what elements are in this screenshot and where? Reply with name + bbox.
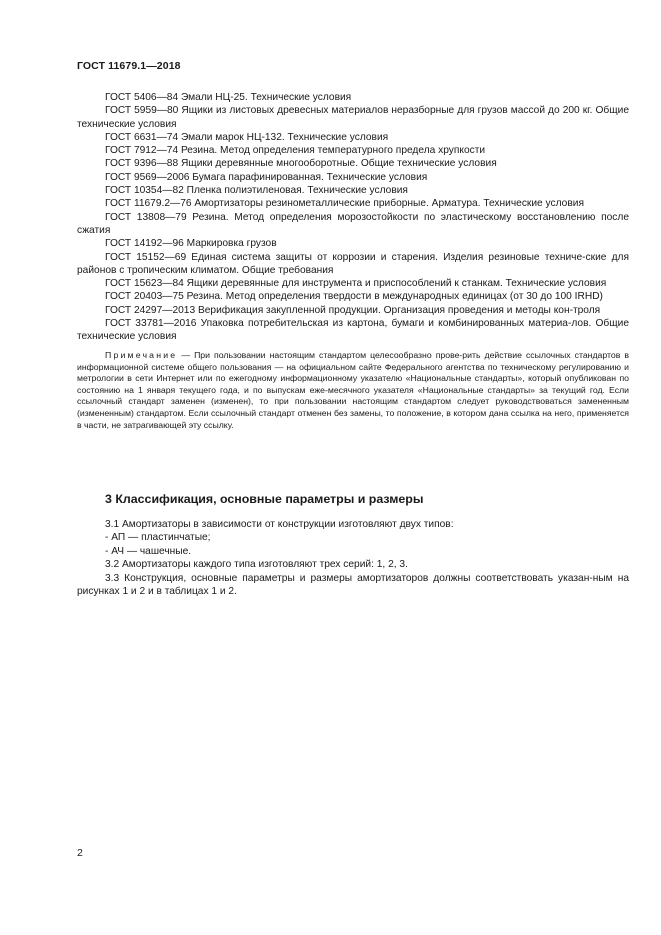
reference-item: ГОСТ 9569—2006 Бумага парафинированная. Технические условия bbox=[105, 171, 428, 183]
standard-header: ГОСТ 11679.1—2018 bbox=[77, 60, 181, 72]
reference-item: ГОСТ 13808—79 Резина. Метод определения морозостойкости по эластическому восстановлению после сжатия bbox=[77, 211, 629, 236]
reference-item: ГОСТ 9396—88 Ящики деревянные многооборотные. Общие технические условия bbox=[105, 158, 497, 170]
reference-item: ГОСТ 20403—75 Резина. Метод определения твердости в международных единицах (от 30 до 100 IRHD) bbox=[105, 291, 603, 303]
reference-item: ГОСТ 7912—74 Резина. Метод определения температурного предела хрупкости bbox=[105, 145, 486, 157]
page-number: 2 bbox=[77, 847, 83, 859]
references-list bbox=[77, 91, 629, 344]
reference-item: ГОСТ 5959—80 Ящики из листовых древесных материалов неразборные для грузов массой до 200 кг. Общие технические условия bbox=[77, 105, 629, 130]
section-body bbox=[77, 518, 629, 598]
reference-item: ГОСТ 11679.2—76 Амортизаторы резинометаллические приборные. Арматура. Технические условия bbox=[105, 198, 584, 210]
note-text: — При пользовании настоящим стандартом целесообразно прове-рить действие ссылочных стандартов в информационной системе общего пользования — на официальном сайте Федерального агентства по техническому регулированию и метрологии в сети Интернет или по ежегодному информационному указателю «Национальные стандарты», который опубликован по состоянию на 1 января текущего года, и по выпускам еже-месячного указателя «Национальные стандарты» за текущий год. Если ссылочный стандарт заменен (изменен), то при пользовании настоящим стандартом следует руководствоваться замененным (измененным) стандартом. Если ссылочный стандарт отменен без замены, то положение, в котором дана ссылка на него, применяется в части, не затрагивающей эту ссылку. bbox=[77, 350, 630, 430]
section-paragraph: - АЧ — чашечные. bbox=[105, 545, 192, 557]
reference-item: ГОСТ 5406—84 Эмали НЦ-25. Технические условия bbox=[105, 92, 352, 103]
section-paragraph: 3.2 Амортизаторы каждого типа изготовляют трех серий: 1, 2, 3. bbox=[105, 559, 408, 571]
reference-item: ГОСТ 6631—74 Эмали марок НЦ-132. Технические условия bbox=[105, 131, 389, 143]
note-paragraph bbox=[77, 350, 629, 431]
reference-item: ГОСТ 24297—2013 Верификация закупленной продукции. Организация проведения и методы кон-троля bbox=[105, 304, 601, 316]
note-label: Примечание bbox=[105, 350, 178, 360]
section-paragraph: - АП — пластинчатые; bbox=[105, 532, 211, 544]
reference-item: ГОСТ 10354—82 Пленка полиэтиленовая. Технические условия bbox=[105, 185, 408, 197]
section-title: 3 Классификация, основные параметры и размеры bbox=[105, 492, 424, 506]
section-paragraph: 3.1 Амортизаторы в зависимости от конструкции изготовляют двух типов: bbox=[105, 519, 454, 530]
reference-item: ГОСТ 15623—84 Ящики деревянные для инструмента и приспособлений к станкам. Технические условия bbox=[105, 278, 607, 290]
reference-item: ГОСТ 15152—69 Единая система защиты от коррозии и старения. Изделия резиновые техниче-ские для районов с тропическим климатом. Общие требования bbox=[77, 251, 629, 276]
section-paragraph: 3.3 Конструкция, основные параметры и размеры амортизаторов должны соответствовать указан-ным на рисунках 1 и 2 и в таблицах 1 и 2. bbox=[77, 572, 629, 598]
reference-item: ГОСТ 33781—2016 Упаковка потребительская из картона, бумаги и комбинированных материа-лов. Общие технические условия bbox=[77, 318, 629, 343]
reference-item: ГОСТ 14192—96 Маркировка грузов bbox=[105, 238, 277, 250]
